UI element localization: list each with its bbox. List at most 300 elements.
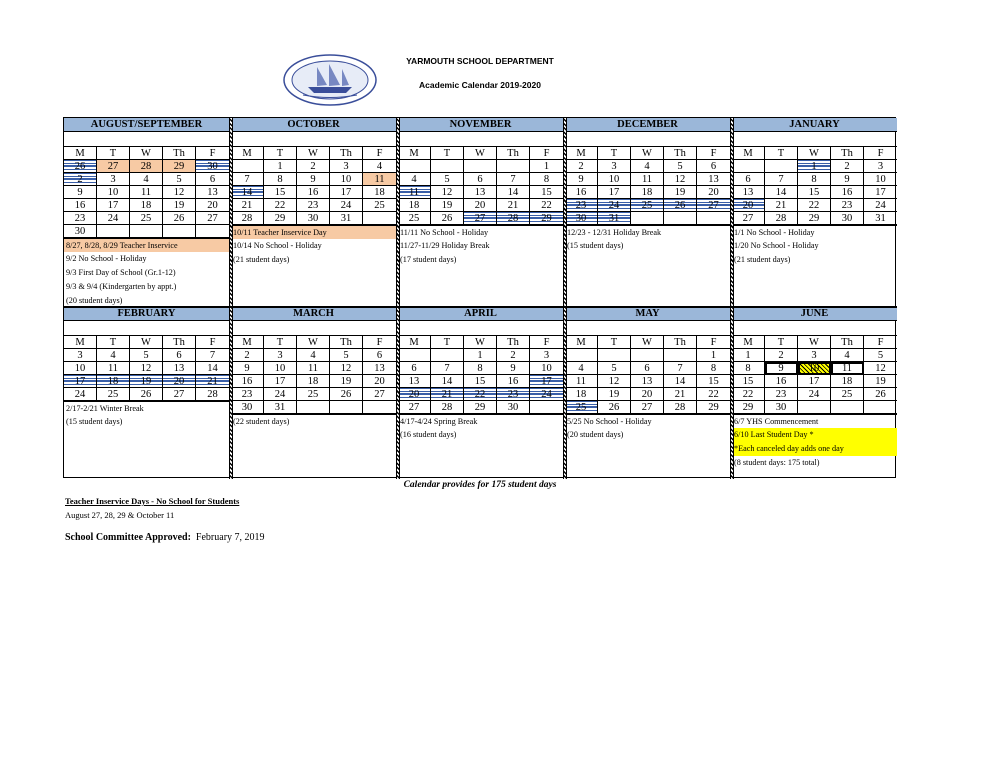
day-cell: 22 bbox=[798, 199, 831, 212]
day-cell: 5 bbox=[598, 362, 631, 375]
day-cell: 26 bbox=[431, 212, 464, 225]
day-cell: 27 bbox=[732, 212, 765, 225]
weekday-header: M bbox=[64, 335, 97, 349]
weekday-header: F bbox=[864, 146, 897, 160]
weekday-header: F bbox=[697, 335, 730, 349]
day-cell bbox=[565, 349, 598, 362]
day-cell: 26 bbox=[664, 199, 697, 212]
day-cell: 27 bbox=[196, 212, 229, 225]
weekday-header: T bbox=[431, 335, 464, 349]
month-block-february bbox=[64, 307, 229, 497]
day-cell: 2 bbox=[565, 160, 598, 173]
weekday-header: W bbox=[297, 335, 330, 349]
day-cell: 19 bbox=[664, 186, 697, 199]
day-cell bbox=[464, 160, 497, 173]
day-cell: 2 bbox=[765, 349, 798, 362]
day-cell: 28 bbox=[196, 388, 229, 401]
day-cell: 25 bbox=[97, 388, 130, 401]
day-cell: 27 bbox=[697, 199, 730, 212]
day-cell: 10 bbox=[97, 186, 130, 199]
day-cell: 16 bbox=[565, 186, 598, 199]
day-cell: 12 bbox=[330, 362, 363, 375]
day-cell: 9 bbox=[64, 186, 97, 199]
day-cell: 23 bbox=[765, 388, 798, 401]
day-cell: 6 bbox=[363, 349, 396, 362]
day-cell: 10 bbox=[598, 173, 631, 186]
weekday-header: W bbox=[130, 335, 163, 349]
day-cell bbox=[664, 212, 697, 225]
day-cell: 3 bbox=[64, 349, 97, 362]
day-cell: 2 bbox=[831, 160, 864, 173]
school-seal-logo bbox=[283, 54, 377, 106]
weekday-header: F bbox=[697, 146, 730, 160]
day-cell: 13 bbox=[631, 375, 664, 388]
month-note: 8/27, 8/28, 8/29 Teacher Inservice bbox=[64, 238, 229, 252]
weekday-header: W bbox=[798, 146, 831, 160]
header-gap-line bbox=[732, 132, 897, 146]
day-cell: 23 bbox=[497, 388, 530, 401]
row-divider bbox=[64, 306, 897, 308]
weekday-header: T bbox=[264, 146, 297, 160]
weekday-header: M bbox=[565, 146, 598, 160]
day-cell: 27 bbox=[163, 388, 196, 401]
day-cell: 8 bbox=[732, 362, 765, 375]
day-cell: 5 bbox=[664, 160, 697, 173]
day-cell bbox=[398, 160, 431, 173]
weekday-header: F bbox=[196, 335, 229, 349]
day-cell bbox=[196, 225, 229, 238]
month-note: 6/7 YHS Commencement bbox=[732, 414, 897, 428]
header-gap-line bbox=[565, 321, 730, 335]
day-cell: 29 bbox=[732, 401, 765, 414]
month-divider bbox=[396, 118, 400, 479]
day-cell: 16 bbox=[497, 375, 530, 388]
month-note: 10/11 Teacher Inservice Day bbox=[231, 225, 396, 239]
month-header: MAY bbox=[565, 307, 730, 321]
day-cell: 23 bbox=[297, 199, 330, 212]
day-cell: 21 bbox=[765, 199, 798, 212]
day-cell: 13 bbox=[732, 186, 765, 199]
month-note: (22 student days) bbox=[231, 414, 396, 428]
day-cell: 23 bbox=[231, 388, 264, 401]
day-cell: 13 bbox=[363, 362, 396, 375]
day-cell: 4 bbox=[297, 349, 330, 362]
month-header: FEBRUARY bbox=[64, 307, 229, 321]
day-cell: 26 bbox=[163, 212, 196, 225]
day-cell: 6 bbox=[398, 362, 431, 375]
month-divider bbox=[229, 118, 233, 479]
weekday-header: T bbox=[765, 146, 798, 160]
day-cell: 30 bbox=[64, 225, 97, 238]
day-cell: 11 bbox=[297, 362, 330, 375]
day-cell: 29 bbox=[264, 212, 297, 225]
day-cell: 3 bbox=[330, 160, 363, 173]
day-cell: 12 bbox=[431, 186, 464, 199]
month-note: (8 student days: 175 total) bbox=[734, 458, 820, 467]
day-cell: 9 bbox=[231, 362, 264, 375]
day-cell: 18 bbox=[363, 186, 396, 199]
day-cell: 21 bbox=[431, 388, 464, 401]
day-cell: 28 bbox=[231, 212, 264, 225]
month-note: (17 student days) bbox=[400, 255, 457, 264]
day-cell: 3 bbox=[97, 173, 130, 186]
day-cell: 14 bbox=[497, 186, 530, 199]
day-cell: 30 bbox=[231, 401, 264, 414]
day-cell: 13 bbox=[196, 186, 229, 199]
day-cell: 8 bbox=[264, 173, 297, 186]
day-cell: 22 bbox=[697, 388, 730, 401]
day-cell: 7 bbox=[765, 173, 798, 186]
month-header: AUGUST/SEPTEMBER bbox=[64, 118, 229, 132]
day-cell: 25 bbox=[130, 212, 163, 225]
weekday-header: Th bbox=[664, 146, 697, 160]
day-cell: 25 bbox=[363, 199, 396, 212]
inservice-heading: Teacher Inservice Days - No School for Students bbox=[65, 496, 240, 506]
day-cell: 13 bbox=[398, 375, 431, 388]
day-cell: 16 bbox=[765, 375, 798, 388]
weekday-header: M bbox=[398, 335, 431, 349]
month-block-march bbox=[231, 307, 396, 497]
day-cell: 31 bbox=[598, 212, 631, 225]
day-cell bbox=[363, 401, 396, 414]
month-header: MARCH bbox=[231, 307, 396, 321]
day-cell: 22 bbox=[530, 199, 563, 212]
month-header: JANUARY bbox=[732, 118, 897, 132]
header-gap-line bbox=[64, 132, 229, 146]
day-cell: 17 bbox=[264, 375, 297, 388]
day-cell: 26 bbox=[598, 401, 631, 414]
day-cell: 7 bbox=[664, 362, 697, 375]
day-cell: 15 bbox=[697, 375, 730, 388]
month-note: 12/23 - 12/31 Holiday Break bbox=[565, 225, 730, 239]
day-cell: 30 bbox=[297, 212, 330, 225]
weekday-header: M bbox=[398, 146, 431, 160]
header-gap-line bbox=[732, 321, 897, 335]
day-cell: 26 bbox=[864, 388, 897, 401]
day-cell: 2 bbox=[64, 173, 97, 186]
weekday-header: T bbox=[97, 335, 130, 349]
weekday-header: Th bbox=[831, 146, 864, 160]
day-cell: 17 bbox=[330, 186, 363, 199]
day-cell: 24 bbox=[864, 199, 897, 212]
day-cell: 25 bbox=[297, 388, 330, 401]
day-cell: 11 bbox=[363, 173, 396, 186]
day-cell: 18 bbox=[565, 388, 598, 401]
day-cell: 22 bbox=[732, 388, 765, 401]
day-cell: 10 bbox=[64, 362, 97, 375]
day-cell: 28 bbox=[664, 401, 697, 414]
day-cell: 3 bbox=[264, 349, 297, 362]
day-cell: 24 bbox=[798, 388, 831, 401]
day-cell: 28 bbox=[497, 212, 530, 225]
day-cell: 7 bbox=[497, 173, 530, 186]
month-header: OCTOBER bbox=[231, 118, 396, 132]
month-note: 9/3 & 9/4 (Kindergarten by appt.) bbox=[66, 282, 177, 291]
day-cell: 11 bbox=[398, 186, 431, 199]
day-cell: 14 bbox=[196, 362, 229, 375]
day-cell: 14 bbox=[664, 375, 697, 388]
day-cell: 28 bbox=[765, 212, 798, 225]
day-cell: 19 bbox=[598, 388, 631, 401]
day-cell: 30 bbox=[196, 160, 229, 173]
weekday-header: W bbox=[631, 146, 664, 160]
month-block-november bbox=[398, 118, 563, 308]
weekday-header: M bbox=[565, 335, 598, 349]
day-cell: 24 bbox=[598, 199, 631, 212]
day-cell: 22 bbox=[464, 388, 497, 401]
day-cell: 10 bbox=[864, 173, 897, 186]
day-cell: 1 bbox=[530, 160, 563, 173]
day-cell: 18 bbox=[631, 186, 664, 199]
day-cell: 19 bbox=[864, 375, 897, 388]
day-cell: 22 bbox=[264, 199, 297, 212]
day-cell: 4 bbox=[398, 173, 431, 186]
day-cell: 9 bbox=[297, 173, 330, 186]
day-cell: 17 bbox=[798, 375, 831, 388]
day-cell bbox=[798, 401, 831, 414]
day-cell: 1 bbox=[464, 349, 497, 362]
day-cell: 19 bbox=[130, 375, 163, 388]
day-cell: 10 bbox=[264, 362, 297, 375]
day-cell: 27 bbox=[398, 401, 431, 414]
day-cell: 3 bbox=[598, 160, 631, 173]
day-cell: 18 bbox=[831, 375, 864, 388]
month-divider bbox=[730, 118, 734, 479]
month-note: (20 student days) bbox=[66, 296, 123, 305]
day-cell: 18 bbox=[297, 375, 330, 388]
month-note: 10/14 No School - Holiday bbox=[233, 241, 322, 250]
day-cell: 27 bbox=[464, 212, 497, 225]
weekday-header: F bbox=[530, 146, 563, 160]
month-note: 1/1 No School - Holiday bbox=[732, 225, 897, 239]
day-cell: 24 bbox=[330, 199, 363, 212]
month-note: 11/11 No School - Holiday bbox=[398, 225, 563, 239]
day-cell: 8 bbox=[798, 173, 831, 186]
day-cell: 20 bbox=[363, 375, 396, 388]
day-cell: 24 bbox=[264, 388, 297, 401]
day-cell bbox=[664, 349, 697, 362]
approval-date: February 7, 2019 bbox=[195, 532, 265, 543]
month-block-december bbox=[565, 118, 730, 308]
calendar-title: Academic Calendar 2019-2020 bbox=[419, 80, 541, 90]
header-gap-line bbox=[398, 321, 563, 335]
calendar-grid bbox=[63, 117, 896, 478]
header-gap-line bbox=[565, 132, 730, 146]
org-name: YARMOUTH SCHOOL DEPARTMENT bbox=[406, 56, 554, 66]
day-cell: 24 bbox=[97, 212, 130, 225]
day-cell: 26 bbox=[330, 388, 363, 401]
day-cell: 1 bbox=[732, 349, 765, 362]
day-cell: 6 bbox=[631, 362, 664, 375]
weekday-header: F bbox=[196, 146, 229, 160]
day-cell: 14 bbox=[765, 186, 798, 199]
day-cell: 2 bbox=[497, 349, 530, 362]
day-cell: 21 bbox=[664, 388, 697, 401]
day-cell: 1 bbox=[697, 349, 730, 362]
header-gap-line bbox=[398, 132, 563, 146]
day-cell: 9 bbox=[765, 362, 798, 375]
day-cell bbox=[765, 160, 798, 173]
day-cell: 4 bbox=[130, 173, 163, 186]
day-cell: 1 bbox=[264, 160, 297, 173]
day-cell: 17 bbox=[97, 199, 130, 212]
day-cell: 30 bbox=[497, 401, 530, 414]
day-cell: 15 bbox=[264, 186, 297, 199]
month-block-may bbox=[565, 307, 730, 497]
weekday-header: T bbox=[765, 335, 798, 349]
weekday-header: T bbox=[431, 146, 464, 160]
day-cell: 11 bbox=[130, 186, 163, 199]
day-cell: 5 bbox=[330, 349, 363, 362]
day-cell: 12 bbox=[864, 362, 897, 375]
month-block-january bbox=[732, 118, 897, 308]
month-note: 11/27-11/29 Holiday Break bbox=[400, 241, 490, 250]
day-cell: 14 bbox=[431, 375, 464, 388]
day-cell: 17 bbox=[598, 186, 631, 199]
day-cell: 20 bbox=[631, 388, 664, 401]
weekday-header: W bbox=[130, 146, 163, 160]
weekday-header: F bbox=[363, 335, 396, 349]
day-cell bbox=[330, 401, 363, 414]
day-cell: 5 bbox=[163, 173, 196, 186]
day-cell: 6 bbox=[163, 349, 196, 362]
day-cell: 27 bbox=[363, 388, 396, 401]
day-cell: 1 bbox=[798, 160, 831, 173]
day-cell: 10 bbox=[530, 362, 563, 375]
day-cell: 26 bbox=[130, 388, 163, 401]
weekday-header: F bbox=[864, 335, 897, 349]
day-cell: 3 bbox=[864, 160, 897, 173]
weekday-header: T bbox=[598, 335, 631, 349]
day-cell bbox=[497, 160, 530, 173]
day-cell: 17 bbox=[530, 375, 563, 388]
day-cell: 8 bbox=[464, 362, 497, 375]
weekday-header: Th bbox=[497, 335, 530, 349]
month-block-april bbox=[398, 307, 563, 497]
month-note: 5/25 No School - Holiday bbox=[565, 414, 730, 428]
day-cell: 29 bbox=[530, 212, 563, 225]
month-note: 9/2 No School - Holiday bbox=[66, 254, 147, 263]
weekday-header: W bbox=[464, 335, 497, 349]
day-cell: 19 bbox=[330, 375, 363, 388]
day-cell bbox=[231, 160, 264, 173]
day-cell: 15 bbox=[530, 186, 563, 199]
day-cell: 12 bbox=[163, 186, 196, 199]
day-cell bbox=[530, 401, 563, 414]
day-cell bbox=[130, 225, 163, 238]
approval-line bbox=[65, 532, 265, 543]
month-header: JUNE bbox=[732, 307, 897, 321]
day-cell: 20 bbox=[398, 388, 431, 401]
day-cell: 11 bbox=[631, 173, 664, 186]
header-gap-line bbox=[231, 321, 396, 335]
month-note: 4/17-4/24 Spring Break bbox=[398, 414, 563, 428]
day-cell bbox=[163, 225, 196, 238]
day-cell: 18 bbox=[97, 375, 130, 388]
month-note: (15 student days) bbox=[66, 417, 123, 426]
day-cell: 18 bbox=[398, 199, 431, 212]
day-cell: 11 bbox=[831, 362, 864, 375]
month-divider bbox=[563, 118, 567, 479]
approval-label: School Committee Approved: bbox=[65, 532, 191, 543]
day-cell: 13 bbox=[697, 173, 730, 186]
weekday-header: W bbox=[798, 335, 831, 349]
day-cell: 20 bbox=[464, 199, 497, 212]
day-cell: 25 bbox=[831, 388, 864, 401]
month-note: *Each canceled day adds one day bbox=[732, 442, 897, 456]
day-cell: 17 bbox=[64, 375, 97, 388]
day-cell bbox=[697, 212, 730, 225]
month-header: NOVEMBER bbox=[398, 118, 563, 132]
day-cell: 27 bbox=[97, 160, 130, 173]
day-cell: 18 bbox=[130, 199, 163, 212]
day-cell: 9 bbox=[831, 173, 864, 186]
weekday-header: W bbox=[464, 146, 497, 160]
day-cell: 7 bbox=[231, 173, 264, 186]
day-cell: 12 bbox=[598, 375, 631, 388]
month-note: 2/17-2/21 Winter Break bbox=[64, 401, 229, 415]
day-cell: 24 bbox=[64, 388, 97, 401]
day-cell: 2 bbox=[297, 160, 330, 173]
weekday-header: Th bbox=[163, 146, 196, 160]
month-note: 1/20 No School - Holiday bbox=[734, 241, 819, 250]
day-cell: 31 bbox=[864, 212, 897, 225]
day-cell bbox=[864, 401, 897, 414]
day-cell: 9 bbox=[565, 173, 598, 186]
day-cell: 2 bbox=[231, 349, 264, 362]
day-cell: 16 bbox=[831, 186, 864, 199]
weekday-header: T bbox=[97, 146, 130, 160]
day-cell: 20 bbox=[697, 186, 730, 199]
weekday-header: F bbox=[363, 146, 396, 160]
day-cell: 28 bbox=[431, 401, 464, 414]
day-cell: 20 bbox=[732, 199, 765, 212]
day-cell: 25 bbox=[398, 212, 431, 225]
day-cell: 8 bbox=[530, 173, 563, 186]
weekday-header: T bbox=[598, 146, 631, 160]
month-note: (20 student days) bbox=[567, 430, 624, 439]
weekday-header: M bbox=[732, 335, 765, 349]
day-cell: 7 bbox=[196, 349, 229, 362]
weekday-header: W bbox=[297, 146, 330, 160]
day-cell bbox=[431, 349, 464, 362]
day-cell: 4 bbox=[97, 349, 130, 362]
day-cell bbox=[398, 349, 431, 362]
day-cell: 28 bbox=[130, 160, 163, 173]
weekday-header: Th bbox=[497, 146, 530, 160]
day-cell: 13 bbox=[464, 186, 497, 199]
day-cell: 17 bbox=[864, 186, 897, 199]
day-cell: 9 bbox=[497, 362, 530, 375]
weekday-header: M bbox=[732, 146, 765, 160]
day-cell: 27 bbox=[631, 401, 664, 414]
day-cell bbox=[431, 160, 464, 173]
month-header: DECEMBER bbox=[565, 118, 730, 132]
day-cell bbox=[363, 212, 396, 225]
weekday-header: W bbox=[631, 335, 664, 349]
day-cell: 4 bbox=[831, 349, 864, 362]
day-cell: 6 bbox=[732, 173, 765, 186]
day-cell: 29 bbox=[163, 160, 196, 173]
day-cell: 13 bbox=[163, 362, 196, 375]
day-cell: 15 bbox=[732, 375, 765, 388]
day-cell: 19 bbox=[431, 199, 464, 212]
weekday-header: F bbox=[530, 335, 563, 349]
day-cell: 5 bbox=[431, 173, 464, 186]
day-cell: 21 bbox=[231, 199, 264, 212]
day-cell: 16 bbox=[64, 199, 97, 212]
month-block-october bbox=[231, 118, 396, 308]
